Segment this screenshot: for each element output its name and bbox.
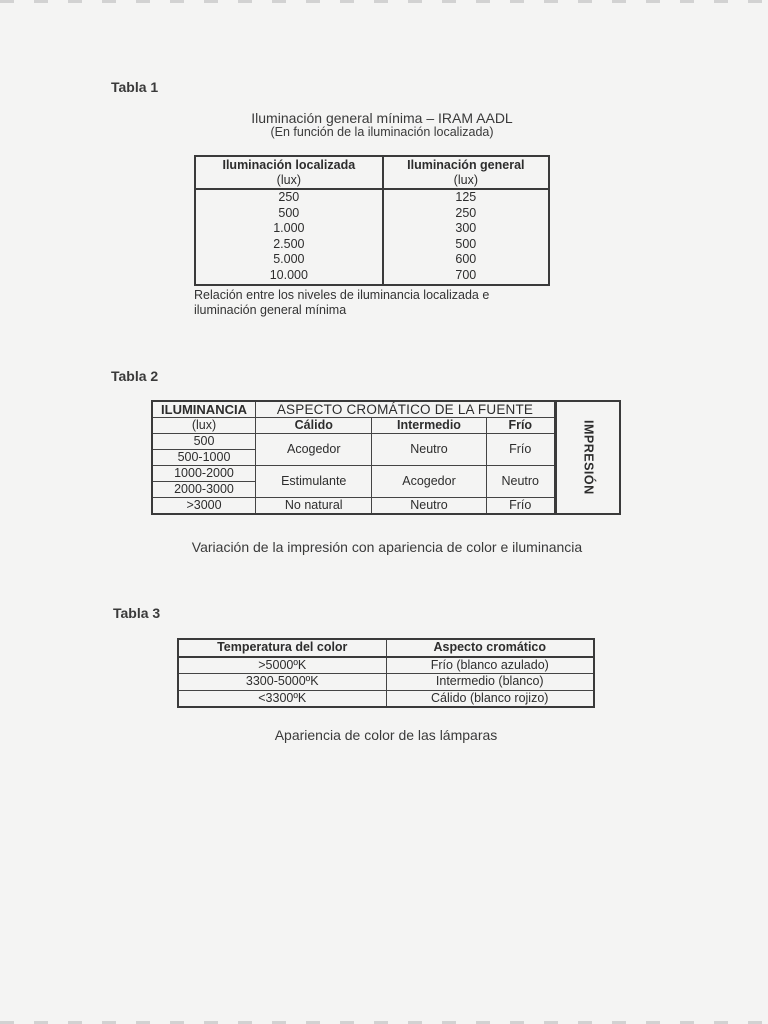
tabla3-header-row <box>178 639 594 657</box>
table-row <box>195 221 549 237</box>
table-row <box>195 206 549 222</box>
tabla1-caption-line1: Relación entre los niveles de iluminancia localizada e <box>194 288 490 302</box>
tabla1-subtitle: (En función de la iluminación localizada) <box>270 125 494 139</box>
table-row <box>195 237 549 253</box>
table-cell: >5000ºK <box>178 657 386 674</box>
table-cell: Acogedor <box>372 466 486 498</box>
table-cell: 3300-5000ºK <box>178 674 386 691</box>
tabla1-unit-localizada: (lux) <box>195 173 383 189</box>
table-cell: Frío <box>486 434 556 466</box>
tabla2-heading: Tabla 2 <box>111 368 159 384</box>
tabla3-table <box>177 638 595 708</box>
table-cell: 5.000 <box>195 252 383 268</box>
table-cell: Acogedor <box>256 434 372 466</box>
tabla2-header-aspecto: ASPECTO CROMÁTICO DE LA FUENTE <box>256 401 556 418</box>
table-cell: 300 <box>383 221 549 237</box>
tabla1-unit-general: (lux) <box>383 173 549 189</box>
tabla2-impresion-cell <box>556 401 621 514</box>
tabla1-unit-row <box>195 173 549 189</box>
tabla2-caption: Variación de la impresión con apariencia de color e iluminancia <box>191 539 583 555</box>
tabla2-unit: (lux) <box>152 418 256 434</box>
tabla2-header-row <box>152 401 620 418</box>
table-cell: <3300ºK <box>178 690 386 707</box>
tabla1-heading: Tabla 1 <box>111 79 159 95</box>
tabla3-caption: Apariencia de color de las lámparas <box>274 727 498 743</box>
tabla3-header-temperatura: Temperatura del color <box>178 639 386 657</box>
table-cell: 1.000 <box>195 221 383 237</box>
table-cell: Frío <box>486 498 556 515</box>
tabla2-sub-calido: Cálido <box>256 418 372 434</box>
tabla2-lux-cell: 500-1000 <box>152 450 256 466</box>
tabla1-header-localizada: Iluminación localizada <box>195 156 383 173</box>
table-row <box>152 498 620 515</box>
table-cell: Neutro <box>486 466 556 498</box>
table-cell: Frío (blanco azulado) <box>386 657 594 674</box>
tabla1-header-general: Iluminación general <box>383 156 549 173</box>
scan-edge-top <box>0 0 768 3</box>
table-cell: Neutro <box>372 498 486 515</box>
table-cell: 250 <box>195 189 383 206</box>
tabla2-lux-cell: 500 <box>152 434 256 450</box>
tabla1-table <box>194 155 550 286</box>
table-cell: No natural <box>256 498 372 515</box>
tabla2-lux-cell: 1000-2000 <box>152 466 256 482</box>
table-row <box>195 189 549 206</box>
table-cell: 250 <box>383 206 549 222</box>
table-row <box>152 466 620 482</box>
table-row <box>195 252 549 268</box>
table-cell: 10.000 <box>195 268 383 285</box>
table-cell: 500 <box>195 206 383 222</box>
table-row <box>178 657 594 674</box>
table-cell: Intermedio (blanco) <box>386 674 594 691</box>
tabla2-table <box>151 400 621 515</box>
table-cell: 600 <box>383 252 549 268</box>
tabla3-heading: Tabla 3 <box>113 605 161 621</box>
table-row <box>178 690 594 707</box>
table-cell: 125 <box>383 189 549 206</box>
tabla1-caption-line2: iluminación general mínima <box>194 303 347 317</box>
table-row <box>178 674 594 691</box>
tabla2-lux-cell: 2000-3000 <box>152 482 256 498</box>
tabla2-subheader-row <box>152 418 620 434</box>
tabla2-sub-intermedio: Intermedio <box>372 418 486 434</box>
table-cell: Neutro <box>372 434 486 466</box>
table-cell: 2.500 <box>195 237 383 253</box>
table-row <box>152 434 620 450</box>
table-row <box>195 268 549 285</box>
table-cell: 500 <box>383 237 549 253</box>
tabla3-header-aspecto: Aspecto cromático <box>386 639 594 657</box>
tabla1-title: Iluminación general mínima – IRAM AADL <box>251 110 513 126</box>
tabla2-lux-cell: >3000 <box>152 498 256 515</box>
tabla2-impresion-label: IMPRESIÓN <box>581 420 596 495</box>
table-cell: Estimulante <box>256 466 372 498</box>
tabla2-sub-frio: Frío <box>486 418 556 434</box>
tabla1-header-row <box>195 156 549 173</box>
table-cell: 700 <box>383 268 549 285</box>
tabla2-header-iluminancia: ILUMINANCIA <box>152 401 256 418</box>
table-cell: Cálido (blanco rojizo) <box>386 690 594 707</box>
